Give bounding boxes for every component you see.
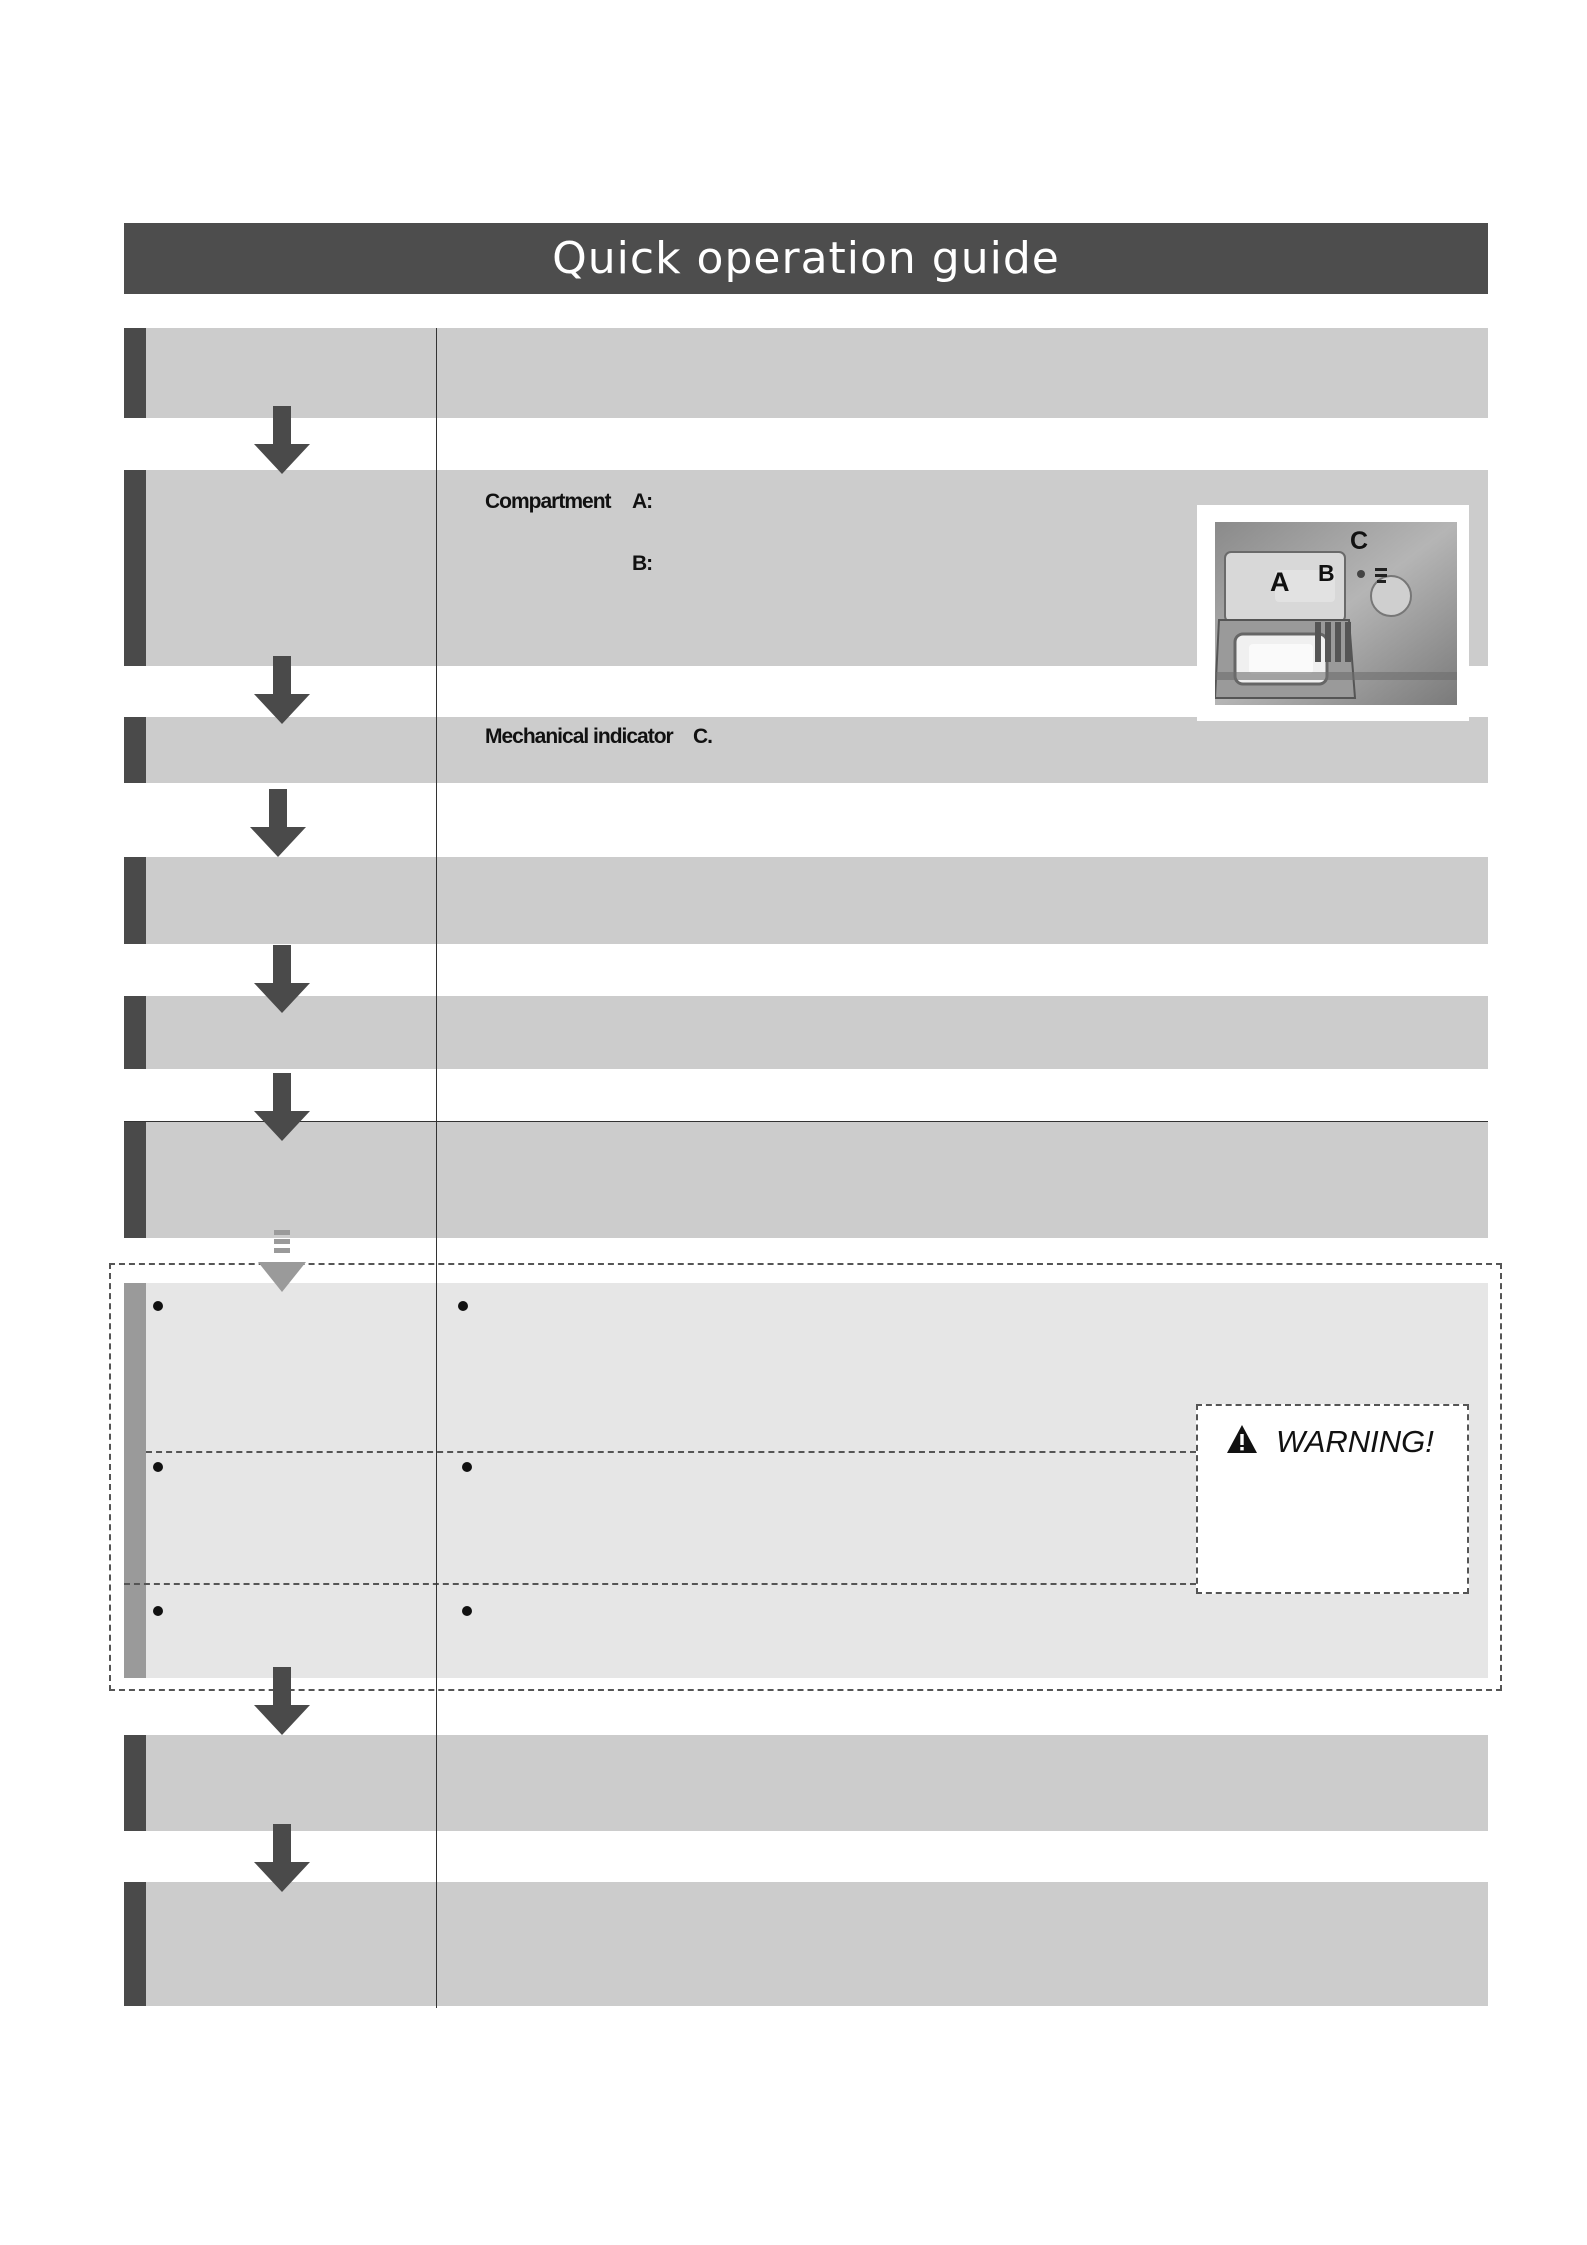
step-row-9 — [124, 1882, 1488, 2006]
warning-triangle-icon — [1226, 1424, 1258, 1454]
bullet-icon — [153, 1301, 163, 1311]
bullet-icon — [458, 1301, 468, 1311]
dispenser-photo — [1215, 522, 1457, 705]
step-marker — [124, 717, 146, 783]
step-row-5 — [124, 996, 1488, 1069]
arrow-down-icon — [254, 656, 310, 724]
step-row-4 — [124, 857, 1488, 944]
arrow-down-icon — [250, 789, 306, 857]
step-row-1 — [124, 328, 1488, 418]
step-row-6 — [124, 1122, 1488, 1238]
step-marker — [124, 1882, 146, 2006]
step-marker — [124, 328, 146, 418]
arrow-down-icon — [254, 945, 310, 1013]
bullet-icon — [153, 1606, 163, 1616]
step-marker — [124, 857, 146, 944]
column-divider — [436, 328, 437, 2008]
compartment-a-label: A: — [632, 490, 653, 513]
step-marker — [124, 996, 146, 1069]
photo-label-a: A — [1270, 567, 1290, 597]
bullet-icon — [153, 1462, 163, 1472]
compartment-label: Compartment — [485, 490, 611, 513]
page-title: Quick operation guide — [124, 223, 1488, 294]
step-marker — [124, 470, 146, 666]
step-marker — [124, 1735, 146, 1831]
indicator-c-label: C. — [693, 725, 712, 748]
step-marker — [124, 1122, 146, 1238]
dashed-arrow-down-icon — [258, 1230, 306, 1292]
warning-text: WARNING! — [1276, 1424, 1434, 1459]
options-divider-1 — [146, 1451, 1196, 1453]
bullet-icon — [462, 1462, 472, 1472]
arrow-down-icon — [254, 1073, 310, 1141]
arrow-down-icon — [254, 1667, 310, 1735]
bullet-icon — [462, 1606, 472, 1616]
photo-label-b: B — [1318, 560, 1335, 586]
step-row-3 — [124, 717, 1488, 783]
arrow-down-icon — [254, 1824, 310, 1892]
options-divider-2 — [124, 1583, 1196, 1585]
photo-label-c: C — [1350, 527, 1369, 555]
arrow-down-icon — [254, 406, 310, 474]
indicator-label: Mechanical indicator — [485, 725, 673, 748]
step-row-8 — [124, 1735, 1488, 1831]
compartment-b-label: B: — [632, 552, 653, 575]
